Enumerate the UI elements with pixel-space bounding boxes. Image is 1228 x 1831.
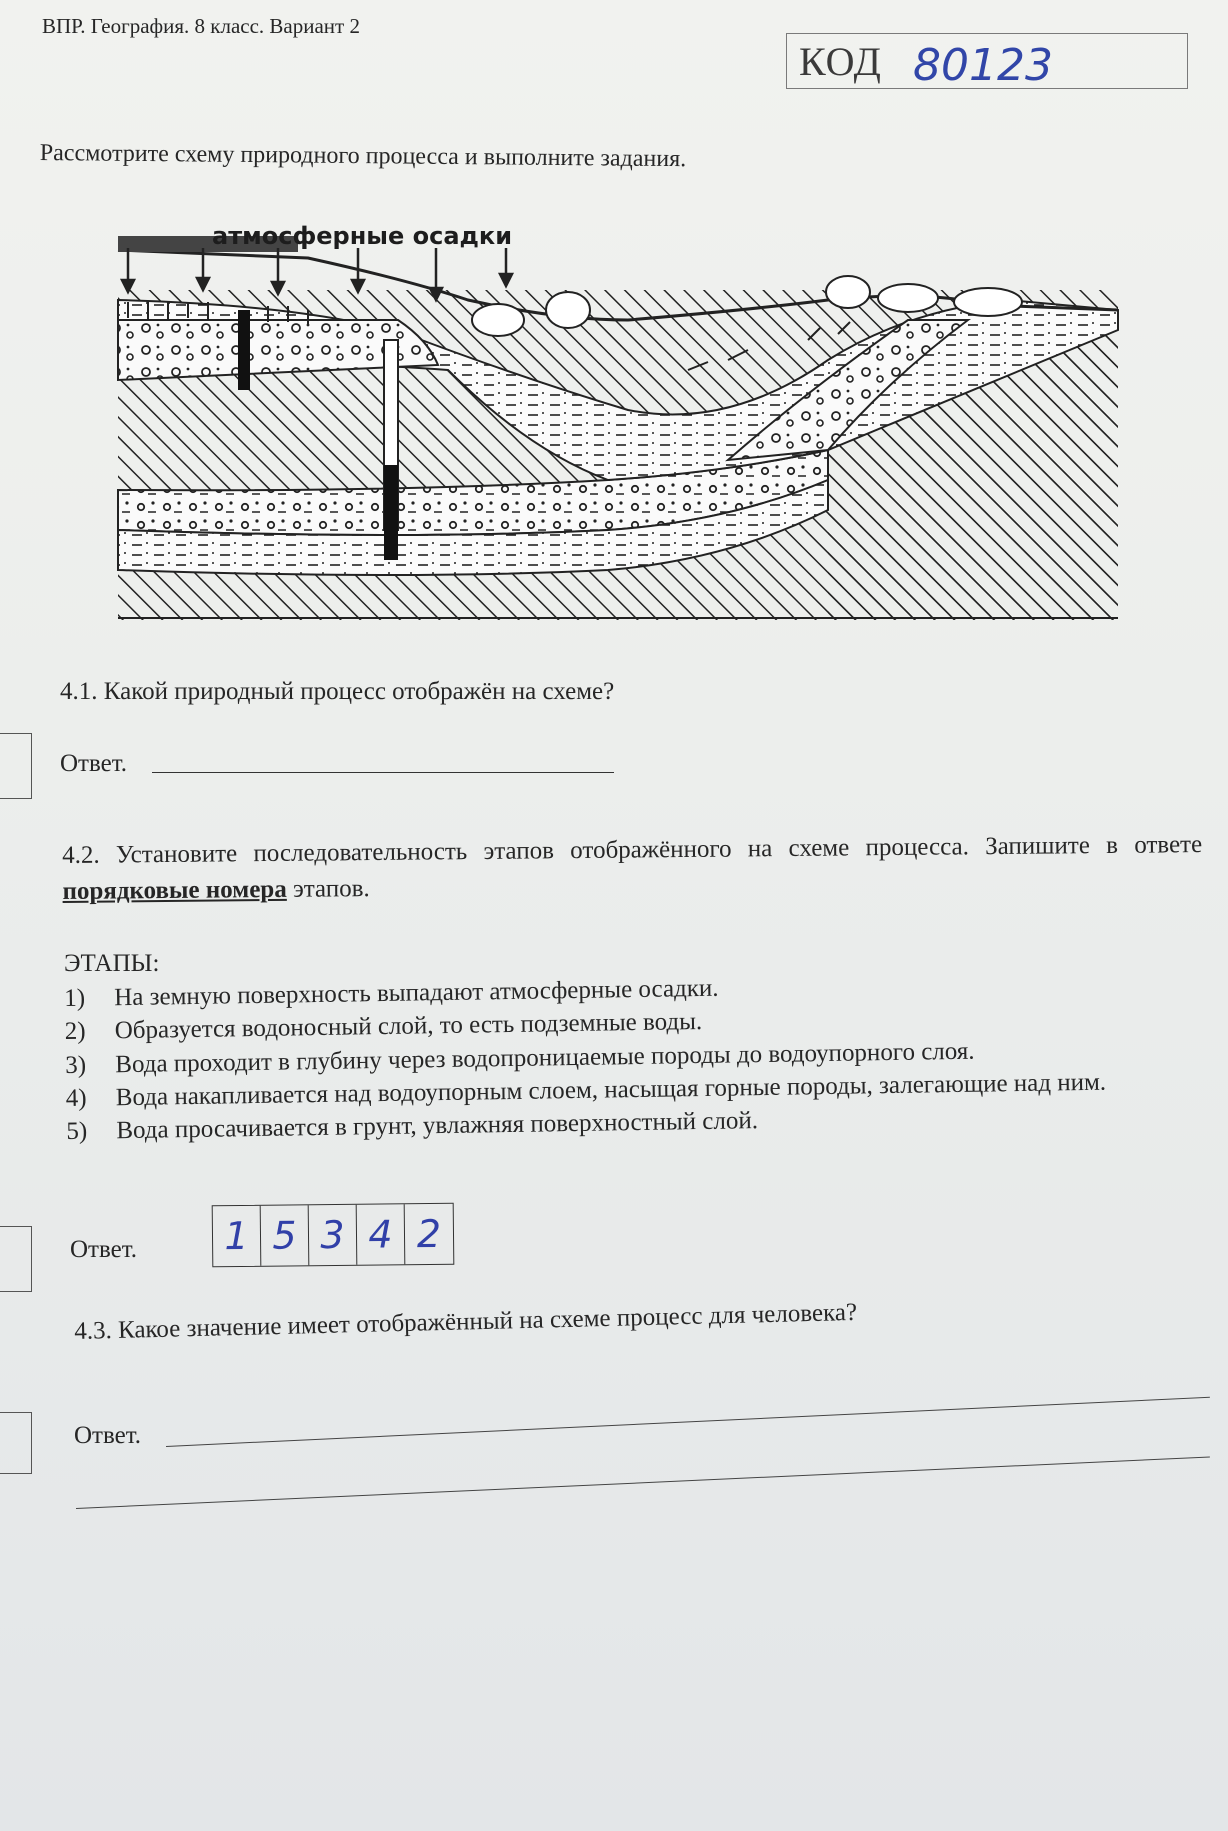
stage-text: Вода проходит в глубину через водопроницаемые породы до водоупорного слоя. bbox=[115, 1037, 975, 1078]
stage-number: 3) bbox=[65, 1051, 87, 1079]
stage-number: 2) bbox=[64, 1017, 86, 1046]
answer-cell[interactable]: 5 bbox=[261, 1205, 310, 1265]
answer-cell[interactable]: 2 bbox=[416, 1211, 442, 1257]
answer-line-4-3a[interactable] bbox=[166, 1397, 1210, 1447]
stage-number: 1) bbox=[64, 984, 86, 1012]
answer-cell[interactable]: 4 bbox=[357, 1204, 406, 1264]
code-box[interactable] bbox=[786, 33, 1188, 89]
answer-label-4-3: Ответ. bbox=[74, 1422, 142, 1449]
stage-text: Вода накапливается над водоупорным слоем, насыщая горные породы, залегающие над ним. bbox=[115, 1068, 1107, 1111]
question-4-2-underlined: порядковые номера bbox=[62, 875, 287, 905]
stage-text: На земную поверхность выпадают атмосферные осадки. bbox=[114, 974, 719, 1012]
question-4-2 bbox=[62, 827, 1203, 909]
answer-grid-4-2[interactable] bbox=[212, 1203, 455, 1268]
stages-list bbox=[64, 965, 1206, 1149]
groundwater-diagram bbox=[108, 210, 1140, 620]
stages-title: ЭТАПЫ: bbox=[64, 950, 160, 977]
answer-label-4-2: Ответ. bbox=[70, 1236, 138, 1263]
page-header: ВПР. География. 8 класс. Вариант 2 bbox=[42, 14, 360, 38]
stage-text: Образуется водоносный слой, то есть подземные воды. bbox=[114, 1008, 703, 1045]
answer-line-4-3b[interactable] bbox=[76, 1457, 1210, 1509]
score-box-4-1[interactable] bbox=[0, 733, 32, 799]
question-4-2-text-before: 4.2. Установите последовательность этапов отображённого на схеме процесса. Запишите в ответе bbox=[62, 831, 1203, 869]
stage-text: Вода просачивается в грунт, увлажняя поверхностный слой. bbox=[116, 1107, 759, 1145]
answer-label-4-1: Ответ. bbox=[60, 750, 128, 777]
code-label: КОД bbox=[799, 39, 882, 84]
question-4-2-text-after: этапов. bbox=[286, 874, 370, 903]
score-box-4-2[interactable] bbox=[0, 1226, 32, 1292]
diagram-caption: атмосферные осадки bbox=[212, 222, 513, 250]
question-4-3: 4.3. Какое значение имеет отображённый на схеме процесс для человека? bbox=[74, 1298, 858, 1345]
stage-number: 4) bbox=[65, 1084, 87, 1112]
answer-line-4-1[interactable] bbox=[152, 772, 614, 773]
question-4-1: 4.1. Какой природный процесс отображён на схеме? bbox=[60, 678, 615, 705]
code-value: 80123 bbox=[913, 40, 1053, 91]
score-box-4-3[interactable] bbox=[0, 1412, 32, 1474]
answer-cell[interactable]: 1 bbox=[213, 1206, 262, 1266]
answer-cell[interactable]: 3 bbox=[309, 1205, 358, 1265]
stage-number: 5) bbox=[66, 1117, 88, 1145]
intro-text: Рассмотрите схему природного процесса и выполните задания. bbox=[39, 140, 687, 173]
